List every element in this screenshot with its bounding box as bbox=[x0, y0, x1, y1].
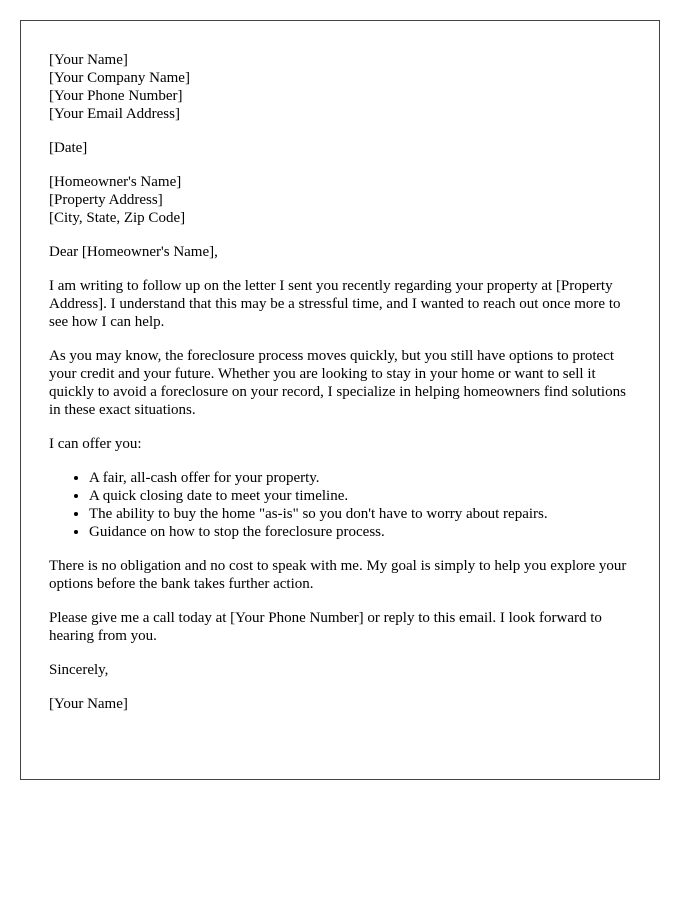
offer-list-item: • A fair, all-cash offer for your property. bbox=[89, 469, 631, 487]
offer-intro: I can offer you: bbox=[49, 436, 142, 452]
signature-name: [Your Name] bbox=[49, 696, 128, 712]
salutation: Dear [Homeowner's Name], bbox=[49, 244, 218, 260]
sender-company: [Your Company Name] bbox=[49, 70, 190, 86]
body-paragraph-2: As you may know, the foreclosure process moves quickly, but you still have options to protect your credit and your future. Whether you are looking to stay in your home or want to sell it quickly to avoid a foreclosure on your record, I specialize in helping homeowners find solutions in these exact situations. bbox=[49, 348, 626, 418]
signoff: Sincerely, bbox=[49, 662, 109, 678]
offer-list-item: • A quick closing date to meet your timeline. bbox=[89, 487, 631, 505]
date-block bbox=[49, 139, 631, 157]
recipient-address: [Property Address] bbox=[49, 192, 163, 208]
offer-list bbox=[49, 469, 631, 541]
offer-list-item: • Guidance on how to stop the foreclosure process. bbox=[89, 523, 631, 541]
sender-phone: [Your Phone Number] bbox=[49, 88, 183, 104]
recipient-city-state-zip: [City, State, Zip Code] bbox=[49, 210, 186, 226]
closing-paragraph-1: There is no obligation and no cost to speak with me. My goal is simply to help you explore your options before the bank takes further action. bbox=[49, 558, 627, 592]
recipient-name: [Homeowner's Name] bbox=[49, 174, 182, 190]
sender-email: [Your Email Address] bbox=[49, 106, 180, 122]
letter-date: [Date] bbox=[49, 140, 88, 156]
letter bbox=[20, 20, 660, 780]
body-paragraph-1: I am writing to follow up on the letter I sent you recently regarding your property at [Property Address]. I understand that this may be a stressful time, and I wanted to reach out once more to see how I can help. bbox=[49, 278, 621, 330]
sender-name: [Your Name] bbox=[49, 52, 128, 68]
closing-paragraph-2: Please give me a call today at [Your Phone Number] or reply to this email. I look forward to hearing from you. bbox=[49, 610, 602, 644]
sender-block bbox=[49, 51, 631, 123]
offer-list-item: • The ability to buy the home "as-is" so you don't have to worry about repairs. bbox=[89, 505, 631, 523]
recipient-block bbox=[49, 173, 631, 227]
